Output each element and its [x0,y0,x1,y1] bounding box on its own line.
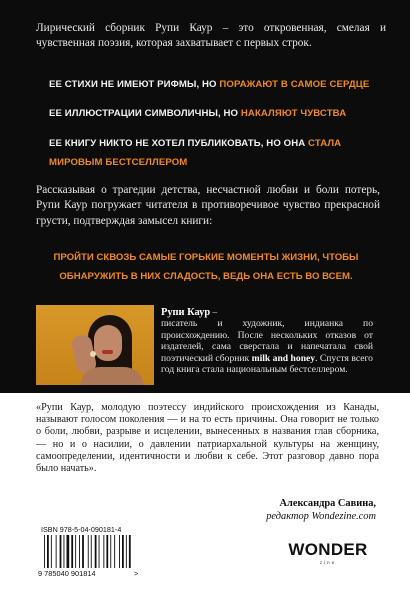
bullet-highlight-text: НАКАЛЯЮТ ЧУВСТВА [240,108,347,119]
barcode-digits: 9 785040 901814 [38,569,96,577]
author-photo [36,305,154,385]
publisher-logo [288,541,368,565]
intro-text: Лирический сборник Рупи Каур – это откровенная, смелая и чувственная поэзия, которая захватывает с первых строк. [36,22,386,49]
author-bio-text-start: писатель и художник, индианка по происхождению. После нескольких отказов от издателей, сама сверстала и напечатала свой поэтический сборник [161,318,373,364]
callout-text: ПРОЙТИ СКВОЗЬ САМЫЕ ГОРЬКИЕ МОМЕНТЫ ЖИЗНИ, ЧТОБЫ ОБНАРУЖИТЬ В НИХ СЛАДОСТЬ, ВЕДЬ ОНА ЕСТЬ ВО ВСЕМ. [53,252,359,282]
author-bio-text-end: . Спустя всего год книга стала национальным бестселлером. [161,352,373,376]
description-paragraph: Рассказывая о трагедии детства, несчастной любви и боли потерь, Рупи Каур погружает читателя в противоречивое чувство прекрасной грусти, подтверждая замысел книги: [36,184,380,227]
book-title: milk and honey [251,352,316,364]
publisher-name: WONDER [288,540,368,559]
bullet-highlight-text: СТАЛА МИРОВЫМ БЕСТСЕЛЛЕРОМ [49,138,342,168]
bullet-plain-text: ЕЕ КНИГУ НИКТО НЕ ХОТЕЛ ПУБЛИКОВАТЬ, НО ОНА [49,138,309,149]
author-dash: – [210,307,218,318]
signature-name: Александра Савина, [279,498,376,509]
feature-bullet-bestseller [49,134,369,172]
isbn-label: ISBN 978-5-04-090181-4 [41,525,122,534]
review-quote: «Рупи Каур, молодую поэтессу индийского происхождения из Канады, называют голосом поколения — и на то есть причины. Она говорит не только о боли, любви, разрыве и исцелении, вынесенных в названия глав сборника, — но и о насилии, о давлении патриархальной культуры на женщину, самоопределении, идентичности и любви к себе. Этот разговор давно пора было начать». [36,402,379,475]
bullet-highlight-text: ПОРАЖАЮТ В САМОЕ СЕРДЦЕ [219,79,370,90]
feature-bullet-illustrations [49,104,346,123]
author-name: Рупи Каур [161,307,211,318]
barcode-arrow: > [134,569,139,577]
bullet-plain-text: ЕЕ ИЛЛЮСТРАЦИИ СИМВОЛИЧНЫ, НО [49,108,241,119]
feature-bullet-rhyme [49,75,369,94]
publisher-sub: zine [319,560,337,565]
barcode-icon [38,535,140,577]
bullet-plain-text: ЕЕ СТИХИ НЕ ИМЕЮТ РИФМЫ, НО [49,79,220,90]
signature-role: редактор Wondezine.com [266,510,376,522]
quote-signature [176,498,376,523]
author-bio [161,307,373,375]
